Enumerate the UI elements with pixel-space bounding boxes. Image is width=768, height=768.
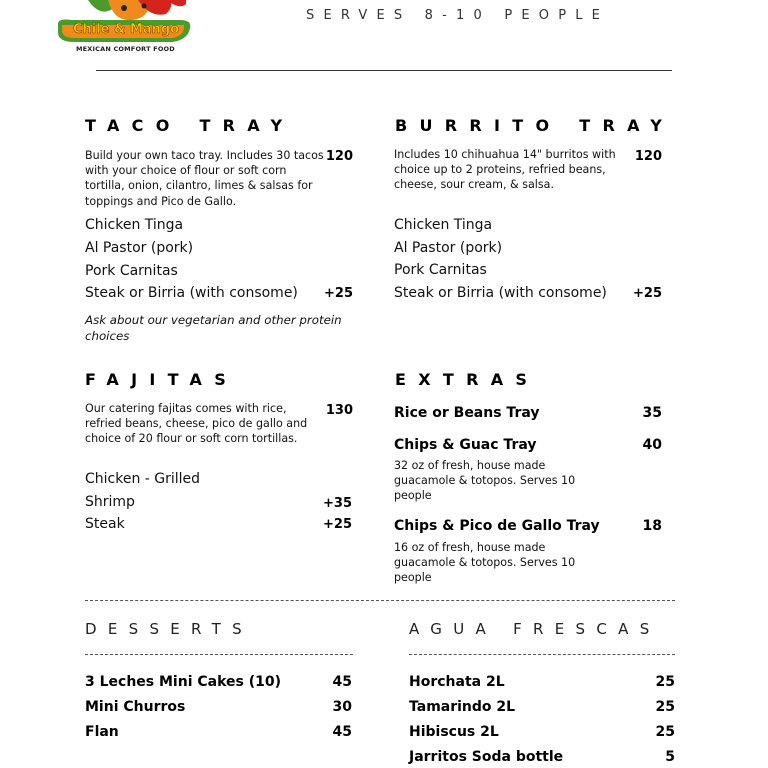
dessert-item-name: Mini Churros bbox=[85, 699, 186, 715]
dessert-item-name: Flan bbox=[85, 724, 119, 740]
burrito-protein-item: Chicken Tinga bbox=[394, 217, 493, 233]
taco-protein-upcharge: +25 bbox=[324, 286, 353, 301]
fajitas-option-item: Shrimp bbox=[85, 494, 135, 510]
desserts-heading: DESSERTS bbox=[85, 620, 253, 638]
fajitas-option-item: Chicken - Grilled bbox=[85, 471, 201, 487]
agua-fresca-item-price: 25 bbox=[655, 674, 675, 690]
taco-protein-item: Al Pastor (pork) bbox=[85, 240, 194, 256]
fajitas-heading: FAJITAS bbox=[85, 370, 239, 389]
extras-item-name: Chips & Pico de Gallo Tray bbox=[394, 518, 600, 534]
taco-tray-price: 120 bbox=[325, 149, 353, 164]
burrito-protein-item: Pork Carnitas bbox=[394, 262, 487, 278]
fajitas-price: 130 bbox=[325, 403, 353, 418]
serves-text: SERVES 8-10 PEOPLE bbox=[306, 8, 610, 23]
extras-heading: EXTRAS bbox=[395, 370, 540, 389]
agua-fresca-item-price: 25 bbox=[655, 699, 675, 715]
logo-wordmark: Chile & Mango bbox=[72, 22, 180, 37]
extras-item-price: 18 bbox=[642, 518, 662, 534]
dessert-item-price: 45 bbox=[332, 674, 352, 690]
desserts-divider bbox=[85, 654, 353, 655]
agua-frescas-divider bbox=[409, 654, 675, 655]
agua-fresca-item-name: Hibiscus 2L bbox=[409, 724, 499, 740]
extras-item-price: 35 bbox=[642, 405, 662, 421]
fajitas-option-upcharge: +25 bbox=[323, 517, 352, 532]
burrito-tray-heading: BURRITO TRAY bbox=[395, 116, 675, 135]
section-divider bbox=[85, 600, 675, 601]
agua-fresca-item-name: Horchata 2L bbox=[409, 674, 505, 690]
extras-item-price: 40 bbox=[642, 437, 662, 453]
taco-tray-heading: TACO TRAY bbox=[85, 116, 295, 135]
extras-item-description: 32 oz of fresh, house made guacamole & totopos. Serves 10 people bbox=[394, 459, 576, 503]
extras-item-name: Rice or Beans Tray bbox=[394, 405, 540, 421]
taco-protein-item: Steak or Birria (with consome) bbox=[85, 285, 298, 301]
agua-fresca-item-name: Tamarindo 2L bbox=[409, 699, 516, 715]
fajitas-option-item: Steak bbox=[85, 516, 125, 532]
agua-fresca-item-price: 5 bbox=[665, 749, 675, 765]
fajitas-description: Our catering fajitas comes with rice, refried beans, cheese, pico de gallo and choice of 20 flour or soft corn tortillas. bbox=[85, 402, 308, 446]
taco-protein-item: Chicken Tinga bbox=[85, 217, 184, 233]
agua-fresca-item-price: 25 bbox=[655, 724, 675, 740]
taco-protein-item: Pork Carnitas bbox=[85, 263, 178, 279]
dessert-item-price: 30 bbox=[332, 699, 352, 715]
burrito-tray-price: 120 bbox=[634, 149, 662, 164]
dessert-item-price: 45 bbox=[332, 724, 352, 740]
extras-item-name: Chips & Guac Tray bbox=[394, 437, 537, 453]
burrito-tray-description: Includes 10 chihuahua 14" burritos with choice up to 2 proteins, refried beans, cheese, sour cream, & salsa. bbox=[394, 148, 616, 192]
taco-tray-description: Build your own taco tray. Includes 30 tacos with your choice of flour or soft corn tortilla, onion, cilantro, limes & salsas for toppings and Pico de Gallo. bbox=[85, 149, 324, 208]
burrito-protein-upcharge: +25 bbox=[633, 286, 662, 301]
fajitas-option-upcharge: +35 bbox=[323, 496, 352, 511]
burrito-protein-item: Steak or Birria (with consome) bbox=[394, 285, 607, 301]
burrito-protein-item: Al Pastor (pork) bbox=[394, 240, 503, 256]
agua-fresca-item-name: Jarritos Soda bottle bbox=[409, 749, 564, 765]
logo-tagline: MEXICAN COMFORT FOOD bbox=[76, 45, 175, 53]
taco-tray-note: Ask about our vegetarian and other protein choices bbox=[85, 313, 342, 343]
agua-frescas-heading: AGUA FRESCAS bbox=[409, 620, 661, 638]
extras-item-description: 16 oz of fresh, house made guacamole & totopos. Serves 10 people bbox=[394, 541, 576, 585]
dessert-item-name: 3 Leches Mini Cakes (10) bbox=[85, 674, 282, 690]
header-divider bbox=[96, 70, 672, 71]
